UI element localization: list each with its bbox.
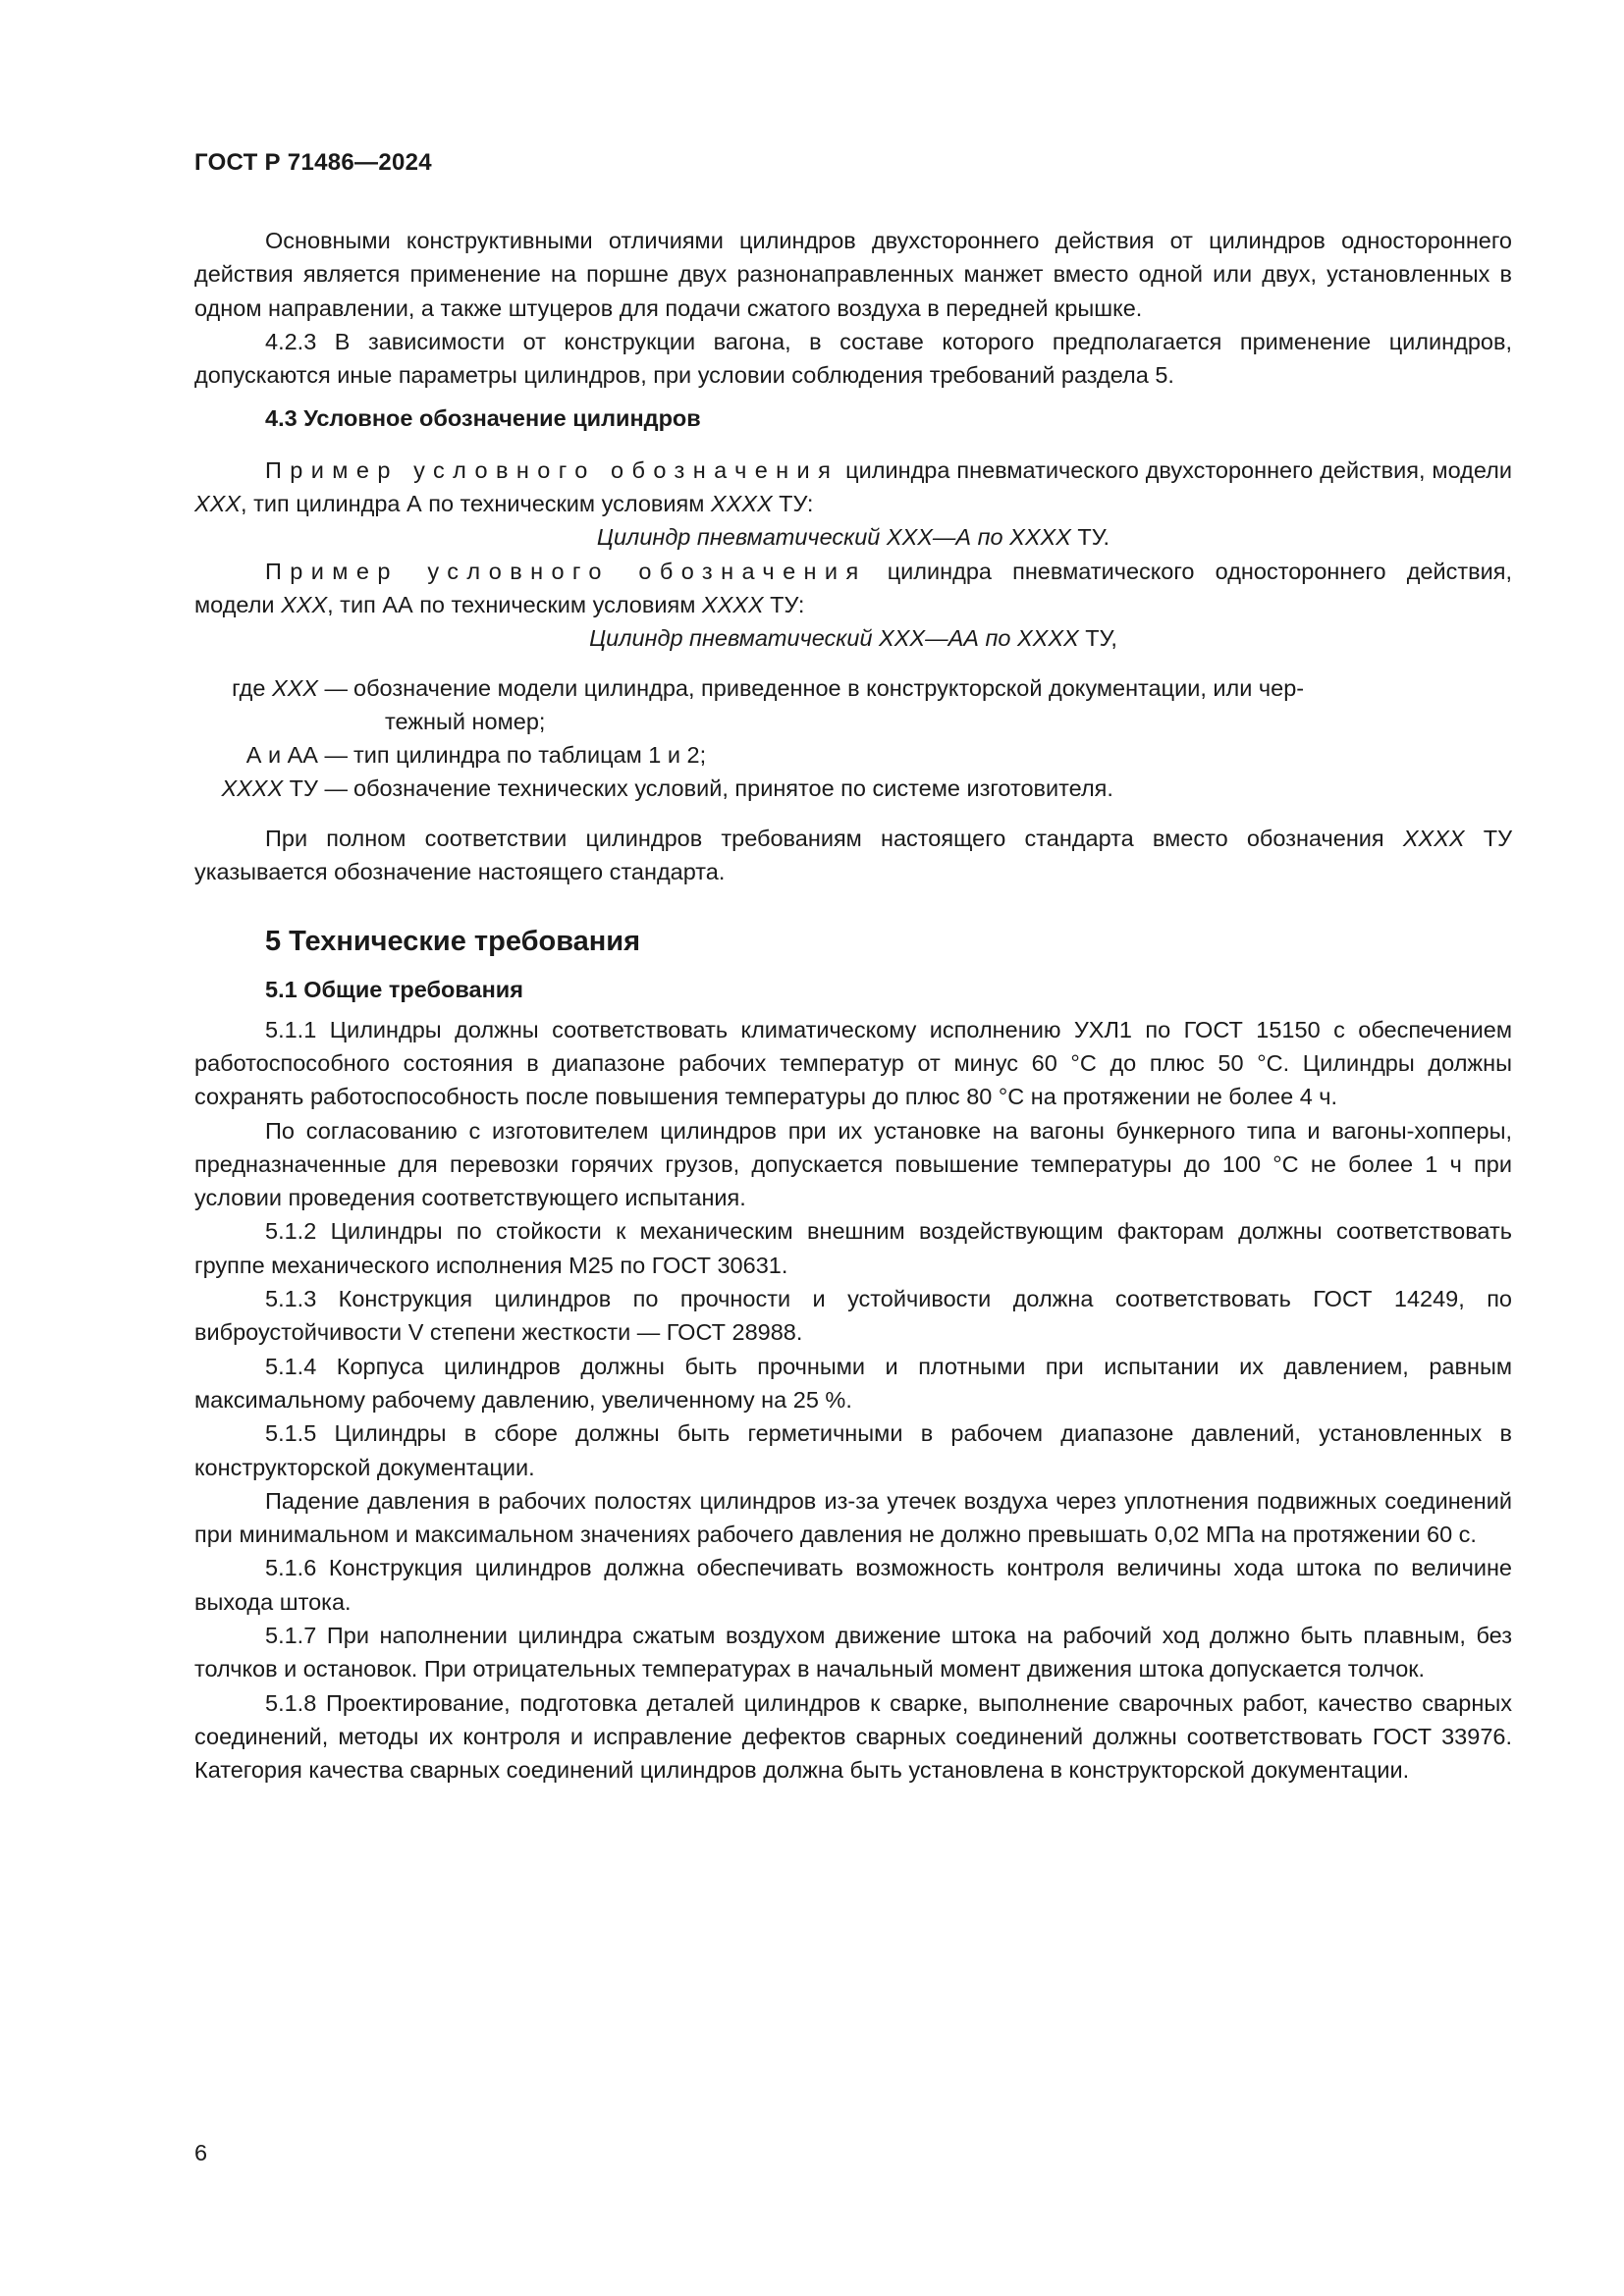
definition-xxx-term xyxy=(194,671,353,705)
example-1-xxxx: ХХХХ xyxy=(710,491,773,517)
paragraph-5-1-1-agreement: По согласованию с изготовителем цилиндров при их установке на вагоны бункерного типа и вагоны-хопперы, предназначенные для перевозки горячих грузов, допускается повышение температуры до 100 °С не более 1 ч при условии проведения соответствующего испытания. xyxy=(194,1117,1512,1211)
example-2-lead: Пример условного обозначения xyxy=(265,558,867,584)
definition-xxx-prefix: где xyxy=(232,674,272,701)
example-1-xxx: ХХХ xyxy=(194,491,242,517)
definition-xxx-dash: — xyxy=(317,674,348,701)
example-2-formula xyxy=(194,621,1512,655)
example-1-text-b: , тип цилиндра А по техническим условиям xyxy=(241,491,711,517)
full-compliance-xxxx: ХХХХ xyxy=(1402,825,1465,851)
definition-xxx-text: обозначение модели цилиндра, приведенное в конструкторской документации, или чер- xyxy=(353,674,1305,701)
example-1-lead: Пример условного обозначения xyxy=(265,456,839,483)
definitions-list xyxy=(194,671,1512,806)
definition-tu-term xyxy=(194,772,353,805)
example-1-formula-tail: ТУ. xyxy=(1070,524,1110,551)
example-2-text-c: ТУ: xyxy=(763,591,805,617)
example-1-formula xyxy=(194,520,1512,554)
example-2-formula-tail: ТУ, xyxy=(1078,625,1117,652)
example-1-paragraph xyxy=(194,454,1512,521)
example-1-text-c: ТУ: xyxy=(772,491,814,517)
example-2-xxx: ХХХ xyxy=(281,591,328,617)
example-2-paragraph xyxy=(194,555,1512,622)
full-compliance-text-a: При полном соответствии цилиндров требованиям настоящего стандарта вместо обозначения xyxy=(265,825,1403,851)
example-2-text-a: цилиндра пневматического одностороннего действия, модели xyxy=(194,558,1512,617)
paragraph-5-1-2: 5.1.2 Цилиндры по стойкости к механическим внешним воздействующим факторам должны соответствовать группе механического исполнения М25 по ГОСТ 30631. xyxy=(194,1218,1512,1278)
definition-tu-text: обозначение технических условий, принятое по системе изготовителя. xyxy=(353,775,1113,802)
paragraph-5-1-1: 5.1.1 Цилиндры должны соответствовать климатическому исполнению УХЛ1 по ГОСТ 15150 с обеспечением работоспособного состояния в диапазоне рабочих температур от минус 60 °С до плюс 50 °С. Цилиндры должны сохранять работоспособность после повышения температуры до плюс 80 °С на протяжении не более 4 ч. xyxy=(194,1016,1512,1110)
definition-type-text: тип цилиндра по таблицам 1 и 2; xyxy=(353,742,707,769)
definition-tu xyxy=(194,772,1512,805)
paragraph-intro: Основными конструктивными отличиями цилиндров двухстороннего действия от цилиндров одностороннего действия является применение на поршне двух разнонаправленных манжет вместо одной или двух, установленных в одном направлении, а также штуцеров для подачи сжатого воздуха в передней крышке. xyxy=(194,228,1512,321)
example-1-formula-italic: Цилиндр пневматический ХХХ—А по ХХХХ xyxy=(596,524,1071,551)
definition-xxx-term-italic: ХХХ xyxy=(271,674,318,701)
example-2-xxxx: ХХХХ xyxy=(701,591,764,617)
full-compliance-text-b: ТУ указывается обозначение настоящего стандарта. xyxy=(194,825,1513,885)
definition-type xyxy=(194,738,1512,772)
definition-tu-term-tail: ТУ — xyxy=(283,775,348,802)
example-1-text-a: цилиндра пневматического двухстороннего действия, модели xyxy=(839,456,1512,483)
definition-type-term: А и АА — xyxy=(245,742,348,769)
paragraph-5-1-4: 5.1.4 Корпуса цилиндров должны быть прочными и плотными при испытании их давлением, равным максимальному рабочему давлению, увеличенному на 25 %. xyxy=(194,1353,1512,1413)
document-code: ГОСТ Р 71486—2024 xyxy=(194,149,432,176)
paragraph-full-compliance xyxy=(194,822,1512,889)
paragraph-5-1-6: 5.1.6 Конструкция цилиндров должна обеспечивать возможность контроля величины хода штока по величине выхода штока. xyxy=(194,1555,1512,1615)
paragraph-5-1-3: 5.1.3 Конструкция цилиндров по прочности и устойчивости должна соответствовать ГОСТ 14249, по виброустойчивости V степени жесткости — ГОСТ 28988. xyxy=(194,1286,1512,1346)
paragraph-5-1-7: 5.1.7 При наполнении цилиндра сжатым воздухом движение штока на рабочий ход должно быть плавным, без толчков и остановок. При отрицательных температурах в начальный момент движения штока допускается толчок. xyxy=(194,1622,1512,1682)
section-title-5: 5 Технические требования xyxy=(265,926,641,958)
paragraph-5-1-8: 5.1.8 Проектирование, подготовка деталей цилиндров к сварке, выполнение сварочных работ, качество сварных соединений, методы их контроля и исправление дефектов сварных соединений должны соответствовать ГОСТ 33976. Категория качества сварных соединений цилиндров должна быть установлена в конструкторской документации. xyxy=(194,1689,1512,1784)
definition-xxx xyxy=(194,671,1512,705)
document-body xyxy=(194,224,1512,1787)
page-number: 6 xyxy=(194,2140,208,2165)
paragraph-5-1-5: 5.1.5 Цилиндры в сборе должны быть герметичными в рабочем диапазоне давлений, установленных в конструкторской документации. xyxy=(194,1420,1512,1480)
paragraph-5-1-5-pressure-drop: Падение давления в рабочих полостях цилиндров из-за утечек воздуха через уплотнения подвижных соединений при минимальном и максимальном значениях рабочего давления не должно превышать 0,02 МПа на протяжении 60 с. xyxy=(194,1487,1512,1548)
subsection-title-5-1: 5.1 Общие требования xyxy=(265,977,523,1003)
definition-tu-term-italic: ХХХХ xyxy=(221,775,284,802)
paragraph-4-2-3: 4.2.3 В зависимости от конструкции вагона, в составе которого предполагается применение цилиндров, допускаются иные параметры цилиндров, при условии соблюдения требований раздела 5. xyxy=(194,328,1512,389)
example-2-formula-italic: Цилиндр пневматический ХХХ—АА по ХХХХ xyxy=(589,625,1079,652)
definition-xxx-continuation: тежный номер; xyxy=(385,708,546,734)
section-5-paragraphs xyxy=(194,1013,1512,1788)
subsection-title-4-3: 4.3 Условное обозначение цилиндров xyxy=(265,405,701,432)
example-2-text-b: , тип АА по техническим условиям xyxy=(327,591,702,617)
